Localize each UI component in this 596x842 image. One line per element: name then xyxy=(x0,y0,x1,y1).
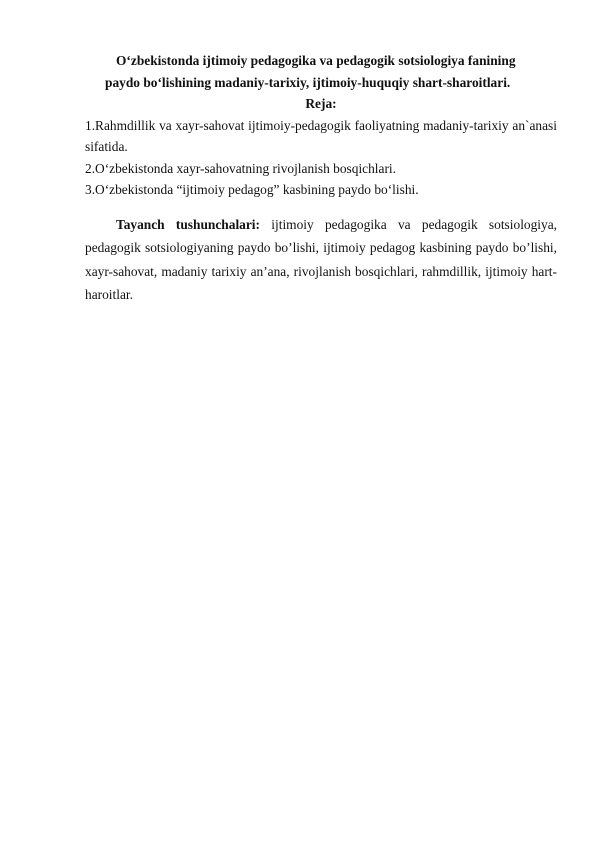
keywords-text: ijtimoiy pedagogika va pedagogik sotsiologiya, pedagogik sotsiologiyaning paydo bo’lishi, ijtimoiy pedagog kasbining paydo bo’lishi, xayr-sahovat, madaniy tarixiy an’ana, rivojlanish bosqichlari, rahmdillik, ijtimoiy hart-haroitlar. xyxy=(85,216,558,302)
title-line-1: O‘zbekistonda ijtimoiy pedagogika va pedagogik sotsiologiya fanining xyxy=(116,53,516,68)
document-title xyxy=(85,50,557,93)
title-line-2: paydo bo‘lishining madaniy-tarixiy, ijtimoiy-huquqiy shart-sharoitlari. xyxy=(105,74,511,90)
plan-heading: Reja: xyxy=(305,96,337,111)
keywords-label: Tayanch tushunchalari: xyxy=(116,216,260,232)
plan-item-1: 1.Rahmdillik va xayr-sahovat ijtimoiy-pedagogik faoliyatning madaniy-tarixiy an`anasi sifatida. xyxy=(85,117,557,154)
keywords-paragraph xyxy=(85,213,557,307)
plan-item-2: 2.O‘zbekistonda xayr-sahovatning rivojlanish bosqichlari. xyxy=(85,160,396,176)
plan-list xyxy=(85,115,557,201)
document-content xyxy=(85,50,557,307)
plan-item-3: 3.O‘zbekistonda “ijtimoiy pedagog” kasbining paydo bo‘lishi. xyxy=(85,182,419,197)
